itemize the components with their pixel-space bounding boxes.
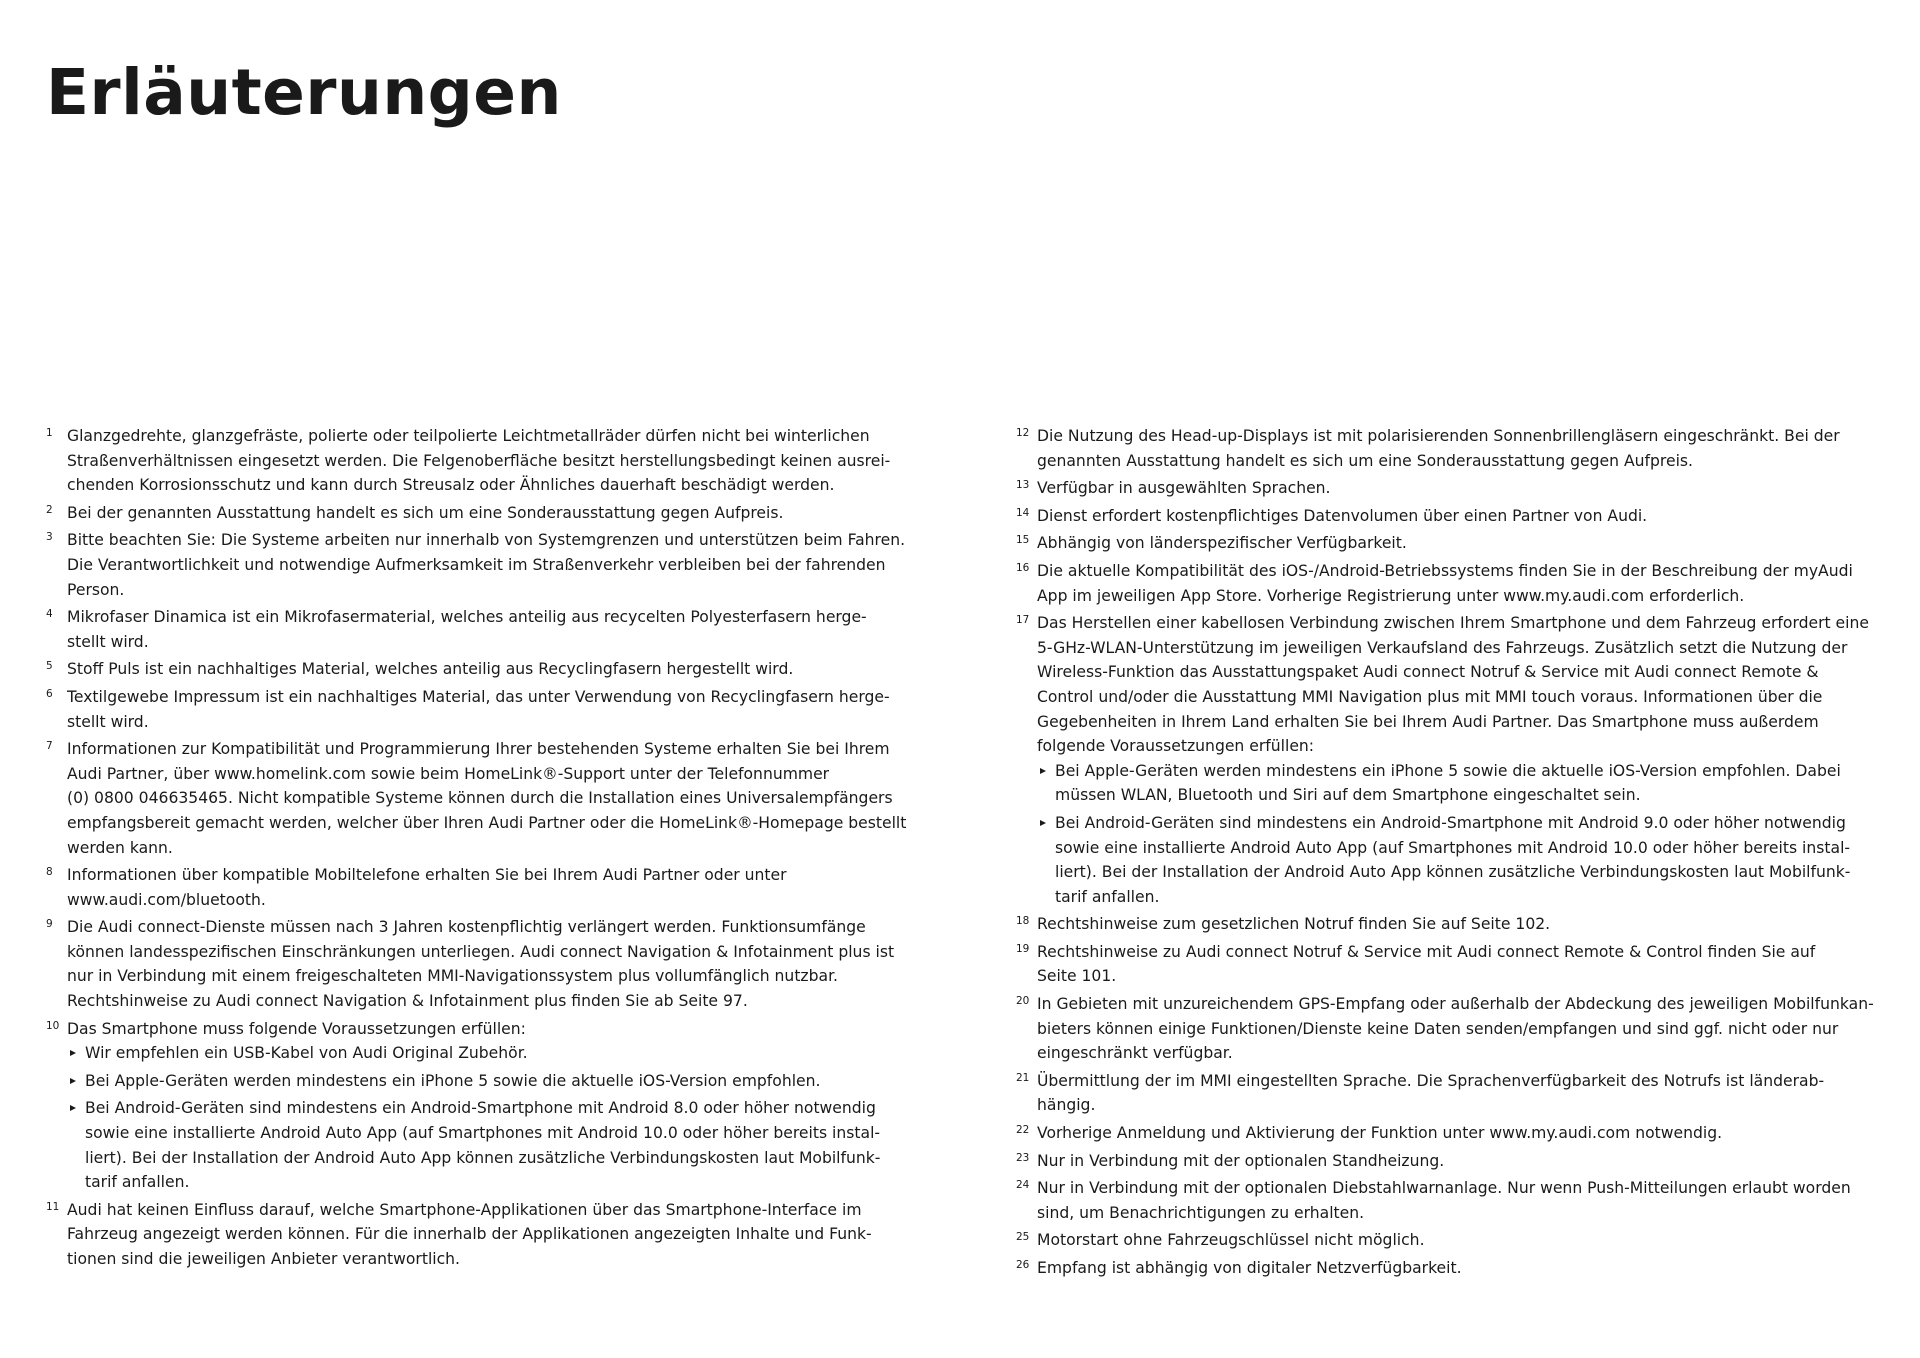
footnote-text: Nur in Verbindung mit der optionalen Standheizung. xyxy=(1037,1151,1445,1170)
footnote-bullet-list xyxy=(67,1041,946,1195)
footnote-number: 9 xyxy=(46,918,53,931)
footnote-number: 23 xyxy=(1016,1151,1030,1164)
footnote-text: Abhängig von länderspezifischer Verfügbarkeit. xyxy=(1037,534,1407,553)
footnote-3 xyxy=(46,528,946,602)
footnote-text: Vorherige Anmeldung und Aktivierung der Funktion unter www.my.audi.com notwendig. xyxy=(1037,1124,1723,1143)
footnote-number: 6 xyxy=(46,687,53,700)
footnote-text: Rechtshinweise zu Audi connect Notruf & Service mit Audi connect Remote & Control finden Sie auf Seite 101. xyxy=(1037,942,1816,986)
footnote-number: 24 xyxy=(1016,1179,1030,1192)
footnote-text: Empfang ist abhängig von digitaler Netzverfügbarkeit. xyxy=(1037,1259,1462,1277)
footnote-23 xyxy=(1016,1149,1916,1174)
footnote-text: Das Smartphone muss folgende Voraussetzungen erfüllen: xyxy=(67,1019,526,1038)
footnote-bullet-item: Bei Android-Geräten sind mindestens ein Android-Smartphone mit Android 8.0 oder höher notwendig sowie eine installierte Android Auto App (auf Smartphones mit Android 10.0 oder höher bereits instal- liert). Bei der Installation der Android Auto App können zusätzliche Verbindungskosten laut Mobilfunk- tarif anfallen. xyxy=(67,1096,946,1194)
footnote-number: 20 xyxy=(1016,995,1030,1008)
footnote-number: 18 xyxy=(1016,915,1030,928)
footnote-4 xyxy=(46,605,946,654)
footnote-text: Die Nutzung des Head-up-Displays ist mit polarisierenden Sonnenbrillengläsern eingeschränkt. Bei der genannten Ausstattung handelt es sich um eine Sonderausstattung gegen Aufpreis. xyxy=(1037,427,1840,470)
footnotes-left-column xyxy=(46,424,946,1275)
footnote-21 xyxy=(1016,1069,1916,1118)
footnote-number: 16 xyxy=(1016,561,1030,574)
footnote-10 xyxy=(46,1017,946,1195)
footnote-7 xyxy=(46,737,946,860)
page-title: Erläuterungen xyxy=(46,56,562,129)
footnote-number: 25 xyxy=(1016,1231,1030,1244)
footnote-text: Nur in Verbindung mit der optionalen Diebstahlwarnanlage. Nur wenn Push-Mitteilungen erlaubt worden sind, um Benachrichtigungen zu erhalten. xyxy=(1037,1179,1851,1222)
footnote-number: 5 xyxy=(46,660,53,673)
footnote-20 xyxy=(1016,992,1916,1066)
footnote-15 xyxy=(1016,531,1916,556)
footnote-text: Audi hat keinen Einfluss darauf, welche Smartphone-Applikationen über das Smartphone-Interface im Fahrzeug angezeigt werden können. Für die innerhalb der Applikationen angezeigten Inhalte und Funk- tionen sind die jeweiligen Anbieter verantwortlich. xyxy=(67,1200,872,1268)
footnote-text: Rechtshinweise zum gesetzlichen Notruf finden Sie auf Seite 102. xyxy=(1037,915,1551,934)
footnote-5 xyxy=(46,657,946,682)
footnote-text: Bitte beachten Sie: Die Systeme arbeiten nur innerhalb von Systemgrenzen und unterstützen beim Fahren. Die Verantwortlichkeit und notwendige Aufmerksamkeit im Straßenverkehr verbleiben bei der fahrenden Person. xyxy=(67,531,906,599)
footnote-text: Die Audi connect-Dienste müssen nach 3 Jahren kostenpflichtig verlängert werden. Funktionsumfänge können landesspezifischen Einschränkungen unterliegen. Audi connect Navigation & Infotainment plus ist nur in Verbindung mit einem freigeschalteten MMI-Navigationssystem plus vollumfänglich nutzbar. Rechtshinweise zu Audi connect Navigation & Infotainment plus finden Sie ab Seite 97. xyxy=(67,918,895,1011)
footnote-number: 15 xyxy=(1016,534,1030,547)
footnote-number: 14 xyxy=(1016,506,1030,519)
footnote-bullet-item: Bei Apple-Geräten werden mindestens ein iPhone 5 sowie die aktuelle iOS-Version empfohlen. xyxy=(67,1069,946,1094)
footnote-19 xyxy=(1016,940,1916,989)
footnote-number: 2 xyxy=(46,503,53,516)
footnote-number: 11 xyxy=(46,1200,60,1213)
footnote-bullet-item: Wir empfehlen ein USB-Kabel von Audi Original Zubehör. xyxy=(67,1041,946,1066)
footnote-8 xyxy=(46,863,946,912)
footnote-text: Die aktuelle Kompatibilität des iOS-/Android-Betriebssystems finden Sie in der Beschreibung der myAudi App im jeweiligen App Store. Vorherige Registrierung unter www.my.audi.com erforderlich. xyxy=(1037,561,1853,605)
footnote-text: Verfügbar in ausgewählten Sprachen. xyxy=(1037,479,1331,498)
footnote-number: 7 xyxy=(46,740,53,753)
footnote-13 xyxy=(1016,476,1916,501)
footnote-bullet-item: Bei Android-Geräten sind mindestens ein Android-Smartphone mit Android 9.0 oder höher notwendig sowie eine installierte Android Auto App (auf Smartphones mit Android 10.0 oder höher bereits instal- liert). Bei der Installation der Android Auto App können zusätzliche Verbindungskosten laut Mobilfunk- tarif anfallen. xyxy=(1037,811,1916,909)
footnote-text: Informationen zur Kompatibilität und Programmierung Ihrer bestehenden Systeme erhalten Sie bei Ihrem Audi Partner, über www.homelink.com sowie beim HomeLink®-Support unter der Telefonnummer (0) 0800 046635465. Nicht kompatible Systeme können durch die Installation eines Universalempfängers empfangsbereit gemacht werden, welcher über Ihren Audi Partner oder die HomeLink®-Homepage bestellt werden kann. xyxy=(67,740,907,857)
footnote-number: 26 xyxy=(1016,1259,1030,1271)
footnote-16 xyxy=(1016,559,1916,608)
footnote-number: 1 xyxy=(46,427,53,439)
footnote-number: 8 xyxy=(46,866,53,879)
footnote-text: Informationen über kompatible Mobiltelefone erhalten Sie bei Ihrem Audi Partner oder unter www.audi.com/bluetooth. xyxy=(67,866,787,909)
footnote-bullet-list xyxy=(1037,759,1916,910)
footnote-25 xyxy=(1016,1228,1916,1253)
footnote-text: Das Herstellen einer kabellosen Verbindung zwischen Ihrem Smartphone und dem Fahrzeug erfordert eine 5-GHz-WLAN-Unterstützung im jeweiligen Verkaufsland des Fahrzeugs. Zusätzlich setzt die Nutzung der Wireless-Funktion das Ausstattungspaket Audi connect Notruf & Service mit Audi connect Remote & Control und/oder die Ausstattung MMI Navigation plus mit MMI touch voraus. Informationen über die Gegebenheiten in Ihrem Land erhalten Sie bei Ihrem Audi Partner. Das Smartphone muss außerdem folgende Voraussetzungen erfüllen: xyxy=(1037,614,1869,756)
footnotes-right-column xyxy=(1016,424,1916,1284)
footnote-number: 4 xyxy=(46,608,53,621)
footnote-number: 17 xyxy=(1016,614,1030,627)
footnote-text: Textilgewebe Impressum ist ein nachhaltiges Material, das unter Verwendung von Recyclingfasern herge- stellt wird. xyxy=(67,687,890,731)
footnote-text: Übermittlung der im MMI eingestellten Sprache. Die Sprachenverfügbarkeit des Notrufs ist länderab- hängig. xyxy=(1037,1071,1825,1115)
footnote-number: 19 xyxy=(1016,942,1030,955)
footnote-17 xyxy=(1016,611,1916,909)
footnote-text: Bei der genannten Ausstattung handelt es sich um eine Sonderausstattung gegen Aufpreis. xyxy=(67,503,784,522)
footnote-number: 12 xyxy=(1016,427,1030,439)
footnote-text: Dienst erfordert kostenpflichtiges Datenvolumen über einen Partner von Audi. xyxy=(1037,506,1648,525)
footnote-14 xyxy=(1016,504,1916,529)
footnote-12 xyxy=(1016,424,1916,473)
footnote-24 xyxy=(1016,1176,1916,1225)
footnote-text: In Gebieten mit unzureichendem GPS-Empfang oder außerhalb der Abdeckung des jeweiligen Mobilfunkan- bieters können einige Funktionen/Dienste keine Daten senden/empfangen und sind ggf. nicht oder nur eingeschränkt verfügbar. xyxy=(1037,995,1874,1063)
footnote-9 xyxy=(46,915,946,1013)
footnote-number: 22 xyxy=(1016,1124,1030,1137)
footnote-26 xyxy=(1016,1256,1916,1281)
footnote-2 xyxy=(46,501,946,526)
footnote-text: Mikrofaser Dinamica ist ein Mikrofasermaterial, welches anteilig aus recycelten Polyesterfasern herge- stellt wird. xyxy=(67,608,867,651)
footnote-bullet-item: Bei Apple-Geräten werden mindestens ein iPhone 5 sowie die aktuelle iOS-Version empfohlen. Dabei müssen WLAN, Bluetooth und Siri auf dem Smartphone eingeschaltet sein. xyxy=(1037,759,1916,808)
footnote-text: Glanzgedrehte, glanzgefräste, polierte oder teilpolierte Leichtmetallräder dürfen nicht bei winterlichen Straßenverhältnissen eingesetzt werden. Die Felgenoberfläche besitzt herstellungsbedingt keinen ausrei- chenden Korrosionsschutz und kann durch Streusalz oder Ähnliches dauerhaft beschädigt werden. xyxy=(67,427,891,495)
footnote-1 xyxy=(46,424,946,498)
footnote-11 xyxy=(46,1198,946,1272)
footnote-number: 13 xyxy=(1016,479,1030,492)
footnote-18 xyxy=(1016,912,1916,937)
footnote-number: 10 xyxy=(46,1019,60,1032)
footnote-text: Stoff Puls ist ein nachhaltiges Material, welches anteilig aus Recyclingfasern hergestellt wird. xyxy=(67,660,794,679)
footnote-6 xyxy=(46,685,946,734)
footnote-number: 21 xyxy=(1016,1071,1030,1084)
footnote-number: 3 xyxy=(46,531,53,544)
footnote-text: Motorstart ohne Fahrzeugschlüssel nicht möglich. xyxy=(1037,1231,1425,1250)
footnote-22 xyxy=(1016,1121,1916,1146)
